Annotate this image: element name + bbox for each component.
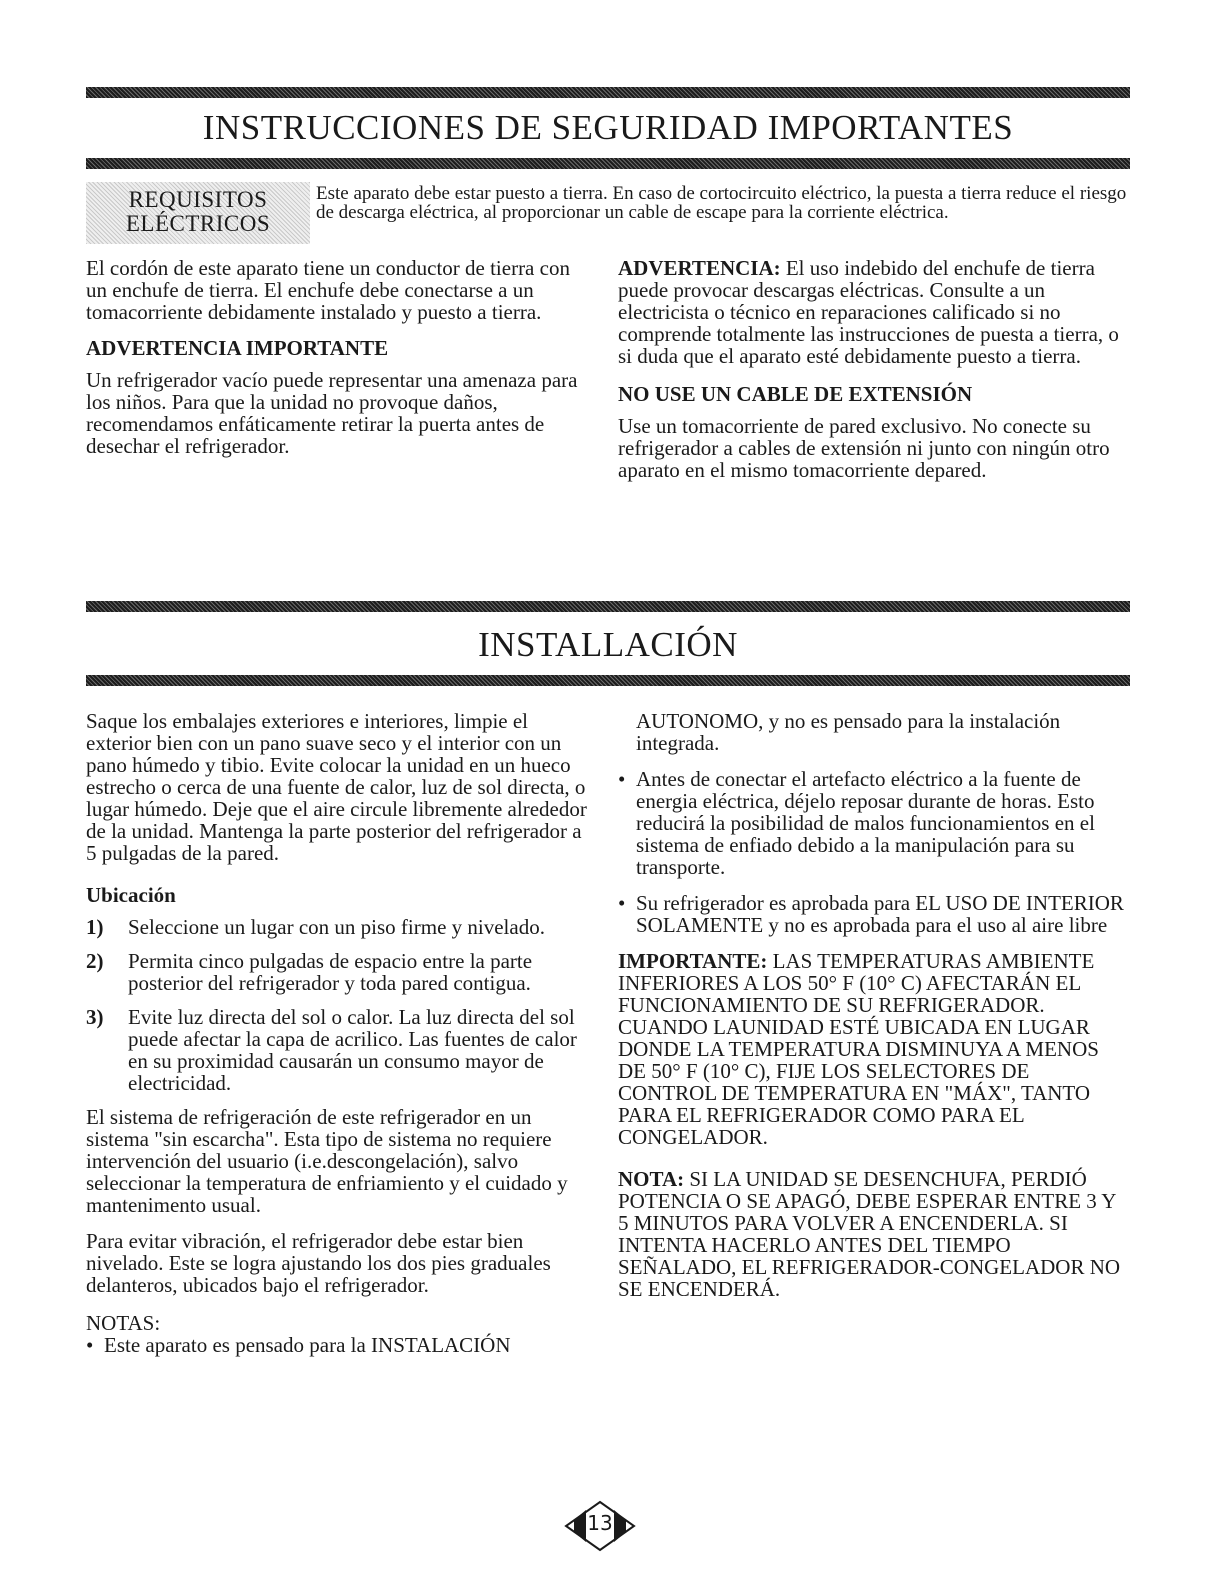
no-extension-text: Use un tomacorriente de pared exclusivo. No conecte su refrigerador a cables de extensión ni junto con ningún otro aparato en el mismo tomacorriente depared. — [618, 414, 1110, 482]
install-intro: Saque los embalajes exteriores e interiores, limpie el exterior bien con un pano suave seco y el interior con un pano húmedo y tibio. Evite colocar la unidad en un hueco estrecho o cerca de una fuente de calor, luz de sol directa, o lugar húmedo. Deje que el aire circule libremente alrededor de la unidad. Mantenga la parte posterior del refrigerador a 5 pulgadas de la pared. — [86, 709, 587, 865]
grounding-intro: Este aparato debe estar puesto a tierra. En caso de cortocircuito eléctrico, la puesta a tierra reduce el riesgo de descarga eléctrica, al proporcionar un cable de escape para la corriente eléctrica. — [316, 183, 1127, 223]
badge-line-1: REQUISITOS — [128, 187, 268, 212]
list-item — [86, 916, 596, 938]
important-text: LAS TEMPERATURAS AMBIENTE INFERIORES A LOS 50° F (10° C) AFECTARÁN EL FUNCIONAMIENTO DE SU REFRIGERADOR. CUANDO LAUNIDAD ESTÉ UBICADA EN LUGAR DONDE LA TEMPERATURA DISMINUYA A MENOS DE 50° F (10° C), FIJE LOS SELECTORES DE CONTROL DE TEMPERATURA EN "MÁX", TANTO PARA EL REFRIGERADOR COMO PARA EL CONGELADOR. — [618, 949, 1099, 1149]
page-number: 13 — [587, 1511, 613, 1535]
location-heading: Ubicación — [86, 883, 176, 907]
notes-heading: NOTAS: — [86, 1311, 161, 1335]
vibration-paragraph: Para evitar vibración, el refrigerador debe estar bien nivelado. Este se logra ajustando los dos pies graduales delanteros, ubicados bajo el refrigerador. — [86, 1229, 551, 1297]
important-lead: IMPORTANTE: — [618, 949, 768, 973]
install-top-bar — [86, 601, 1130, 612]
list-item: • Este aparato es pensado para la INSTALACIÓN — [86, 1334, 596, 1356]
step-number: 3) — [86, 1005, 104, 1029]
step-text: Permita cinco pulgadas de espacio entre la parte posterior del refrigerador y toda pared contigua. — [128, 949, 533, 995]
warning-paragraph — [618, 257, 1128, 367]
page-number-badge — [564, 1500, 636, 1552]
notes-list-start — [86, 1334, 596, 1356]
warning-lead: ADVERTENCIA: — [618, 256, 781, 280]
install-right-column — [618, 710, 1130, 1310]
nota-text: SI LA UNIDAD SE DESENCHUFA, PERDIÓ POTENCIA O SE APAGÓ, DEBE ESPERAR ENTRE 3 Y 5 MINUTOS PARA VOLVER A ENCENDERLA. SI INTENTA HACERLO ANTES DEL TIEMPO SEÑALADO, EL REFRIGERADOR-CONGELADOR NO SE ENCENDERÁ. — [618, 1167, 1121, 1301]
list-item: • Antes de conectar el artefacto eléctrico a la fuente de energia eléctrica, déjelo reposar durante de horas. Esto reducirá la posibilidad de malos funcionamientos en el sistema de enfiado debido a la manipulación para su transporte. — [618, 768, 1130, 878]
frost-free-paragraph: El sistema de refrigeración de este refrigerador en un sistema "sin escarcha". Esta tipo de sistema no requiere intervención del usuario (i.e.descongelación), salvo seleccionar la temperatura de enfriamiento y el cuidado y mantenimento usual. — [86, 1105, 568, 1217]
safety-title: INSTRUCCIONES DE SEGURIDAD IMPORTANTES — [202, 108, 1014, 147]
safety-left-column — [86, 257, 586, 467]
install-left-column — [86, 710, 596, 1370]
install-title-underline — [86, 675, 1130, 686]
list-item: • Su refrigerador es aprobada para EL USO DE INTERIOR SOLAMENTE y no es aprobada para el uso al aire libre — [618, 892, 1130, 936]
electrical-requirements-badge — [86, 182, 310, 244]
safety-right-column — [618, 257, 1128, 491]
step-number: 2) — [86, 949, 104, 973]
list-item — [86, 950, 596, 994]
no-extension-heading: NO USE UN CABLE DE EXTENSIÓN — [618, 382, 973, 406]
step-number: 1) — [86, 915, 104, 939]
safety-title-underline — [86, 158, 1130, 169]
step-text: Evite luz directa del sol o calor. La luz directa del sol puede afectar la capa de acrilico. Las fuentes de calor en su proximidad causarán un consumo mayor de electricidad. — [128, 1005, 577, 1095]
badge-line-2: ELÉCTRICOS — [125, 211, 271, 236]
important-warning-text: Un refrigerador vacío puede representar una amenaza para los niños. Para que la unidad no provoque daños, recomendamos enfáticamente retirar la puerta antes de desechar el refrigerador. — [86, 368, 578, 458]
note-unplug-paragraph — [618, 1168, 1130, 1300]
cord-paragraph: El cordón de este aparato tiene un conductor de tierra con un enchufe de tierra. El enchufe debe conectarse a un tomacorriente debidamente instalado y puesto a tierra. — [86, 256, 570, 324]
important-warning-heading: ADVERTENCIA IMPORTANTE — [86, 336, 389, 360]
top-divider-bar — [86, 87, 1130, 98]
step-text: Seleccione un lugar con un piso firme y nivelado. — [128, 915, 545, 939]
warning-text: El uso indebido del enchufe de tierra puede provocar descargas eléctricas. Consulte a un electricista o técnico en reparaciones calificado si no comprende totalmente las instrucciones de puesta a tierra, o si duda que el aparato esté debidamente puesto a tierra. — [618, 256, 1119, 368]
notes-list-continued — [618, 768, 1130, 936]
install-title: INSTALLACIÓN — [478, 625, 738, 664]
important-temperature-paragraph — [618, 950, 1130, 1148]
nota-lead: NOTA: — [618, 1167, 685, 1191]
note-1-continuation: AUTONOMO, y no es pensado para la instalación integrada. — [636, 709, 1061, 755]
location-steps — [86, 916, 596, 1094]
list-item — [86, 1006, 596, 1094]
